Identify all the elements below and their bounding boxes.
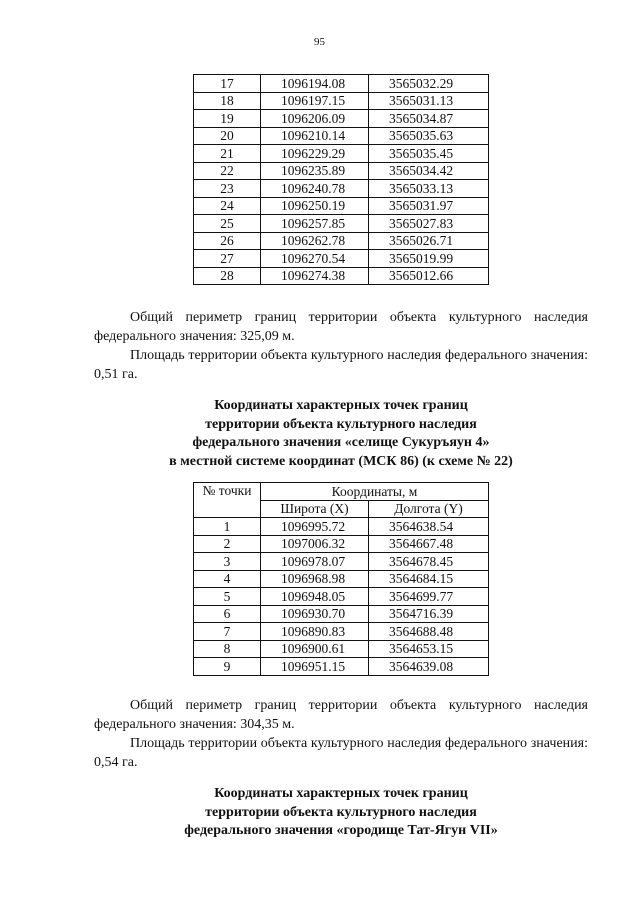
- longitude-cell: 3565035.63: [369, 127, 489, 145]
- latitude-cell: 1096948.05: [261, 588, 369, 606]
- longitude-cell: 3565026.71: [369, 232, 489, 250]
- latitude-cell: 1096900.61: [261, 640, 369, 658]
- table-row: [194, 197, 489, 215]
- point-number-cell: 22: [194, 162, 261, 180]
- table-row: [194, 588, 489, 606]
- latitude-cell: 1096951.15: [261, 658, 369, 676]
- heading-line: Координаты характерных точек границ: [214, 398, 468, 413]
- latitude-cell: 1096197.15: [261, 92, 369, 110]
- longitude-cell: 3564699.77: [369, 588, 489, 606]
- heading-line: федерального значения «селище Сукуръяун 4»: [192, 435, 490, 450]
- longitude-cell: 3564639.08: [369, 658, 489, 676]
- latitude-cell: 1096250.19: [261, 197, 369, 215]
- point-number-cell: 2: [194, 535, 261, 553]
- longitude-cell: 3565019.99: [369, 250, 489, 268]
- point-number-cell: 1: [194, 518, 261, 536]
- point-number-cell: 23: [194, 180, 261, 198]
- area-paragraph-2: [94, 734, 588, 772]
- point-number-cell: 7: [194, 623, 261, 641]
- coordinates-table-continued: [193, 74, 489, 285]
- table-row: [194, 535, 489, 553]
- section-heading-sukuryaun: [94, 397, 588, 471]
- header-point-number: № точки: [194, 483, 261, 518]
- area-text-1: Площадь территории объекта культурного наследия федерального значения: 0,51 га.: [94, 348, 588, 382]
- table-row: [194, 570, 489, 588]
- point-number-cell: 28: [194, 267, 261, 285]
- point-number-cell: 19: [194, 110, 261, 128]
- table-row: [194, 75, 489, 93]
- longitude-cell: 3565035.45: [369, 145, 489, 163]
- point-number-cell: 8: [194, 640, 261, 658]
- latitude-cell: 1096235.89: [261, 162, 369, 180]
- longitude-cell: 3564653.15: [369, 640, 489, 658]
- heading-line: федерального значения «городище Тат-Ягун VII»: [184, 823, 498, 838]
- table-row: [194, 110, 489, 128]
- table-row: [194, 605, 489, 623]
- longitude-cell: 3564638.54: [369, 518, 489, 536]
- latitude-cell: 1096978.07: [261, 553, 369, 571]
- header-latitude: Широта (X): [261, 500, 369, 518]
- point-number-cell: 26: [194, 232, 261, 250]
- table-row: [194, 215, 489, 233]
- point-number-cell: 17: [194, 75, 261, 93]
- longitude-cell: 3564716.39: [369, 605, 489, 623]
- table-row: [194, 162, 489, 180]
- area-paragraph-1: [94, 346, 588, 384]
- latitude-cell: 1096270.54: [261, 250, 369, 268]
- table-row: [194, 92, 489, 110]
- table-row: [194, 145, 489, 163]
- longitude-cell: 3565027.83: [369, 215, 489, 233]
- section-heading-tat-yagun: [94, 785, 588, 841]
- table-row: [194, 267, 489, 285]
- longitude-cell: 3565034.42: [369, 162, 489, 180]
- longitude-cell: 3565012.66: [369, 267, 489, 285]
- longitude-cell: 3565033.13: [369, 180, 489, 198]
- page-number: 95: [314, 36, 325, 48]
- latitude-cell: 1096240.78: [261, 180, 369, 198]
- table-row: [194, 623, 489, 641]
- point-number-cell: 25: [194, 215, 261, 233]
- longitude-cell: 3565034.87: [369, 110, 489, 128]
- table-row: [194, 658, 489, 676]
- perimeter-paragraph-2: [94, 696, 588, 734]
- longitude-cell: 3564667.48: [369, 535, 489, 553]
- latitude-cell: 1096229.29: [261, 145, 369, 163]
- latitude-cell: 1096274.38: [261, 267, 369, 285]
- heading-line: территории объекта культурного наследия: [205, 416, 477, 432]
- heading-line: в местной системе координат (МСК 86) (к схеме № 22): [169, 453, 513, 469]
- point-number-cell: 3: [194, 553, 261, 571]
- perimeter-text-2: Общий периметр границ территории объекта культурного наследия федерального значения: 304,35 м.: [94, 698, 588, 732]
- header-longitude: Долгота (Y): [369, 500, 489, 518]
- perimeter-text-1: Общий периметр границ территории объекта культурного наследия федерального значения: 325,09 м.: [94, 310, 588, 344]
- area-text-2: Площадь территории объекта культурного наследия федерального значения: 0,54 га.: [94, 736, 588, 770]
- perimeter-paragraph-1: [94, 308, 588, 346]
- longitude-cell: 3564688.48: [369, 623, 489, 641]
- heading-line: Координаты характерных точек границ: [214, 786, 468, 801]
- latitude-cell: 1096257.85: [261, 215, 369, 233]
- latitude-cell: 1096210.14: [261, 127, 369, 145]
- table-row: [194, 640, 489, 658]
- heading-line: территории объекта культурного наследия: [205, 804, 477, 820]
- latitude-cell: 1096930.70: [261, 605, 369, 623]
- latitude-cell: 1096995.72: [261, 518, 369, 536]
- point-number-cell: 9: [194, 658, 261, 676]
- table1-body: [194, 75, 489, 285]
- point-number-cell: 27: [194, 250, 261, 268]
- latitude-cell: 1096262.78: [261, 232, 369, 250]
- longitude-cell: 3564684.15: [369, 570, 489, 588]
- point-number-cell: 4: [194, 570, 261, 588]
- header-coordinates: Координаты, м: [261, 483, 489, 501]
- latitude-cell: 1096206.09: [261, 110, 369, 128]
- coordinates-table-sukuryaun: [193, 482, 489, 676]
- latitude-cell: 1096890.83: [261, 623, 369, 641]
- table-row: [194, 518, 489, 536]
- table2-body: [194, 518, 489, 676]
- point-number-cell: 21: [194, 145, 261, 163]
- longitude-cell: 3564678.45: [369, 553, 489, 571]
- latitude-cell: 1096968.98: [261, 570, 369, 588]
- table-row: [194, 180, 489, 198]
- longitude-cell: 3565031.13: [369, 92, 489, 110]
- point-number-cell: 5: [194, 588, 261, 606]
- table-row: [194, 553, 489, 571]
- longitude-cell: 3565032.29: [369, 75, 489, 93]
- point-number-cell: 24: [194, 197, 261, 215]
- table-row: [194, 127, 489, 145]
- point-number-cell: 18: [194, 92, 261, 110]
- latitude-cell: 1097006.32: [261, 535, 369, 553]
- point-number-cell: 6: [194, 605, 261, 623]
- table-row: [194, 250, 489, 268]
- table-row: [194, 232, 489, 250]
- point-number-cell: 20: [194, 127, 261, 145]
- latitude-cell: 1096194.08: [261, 75, 369, 93]
- longitude-cell: 3565031.97: [369, 197, 489, 215]
